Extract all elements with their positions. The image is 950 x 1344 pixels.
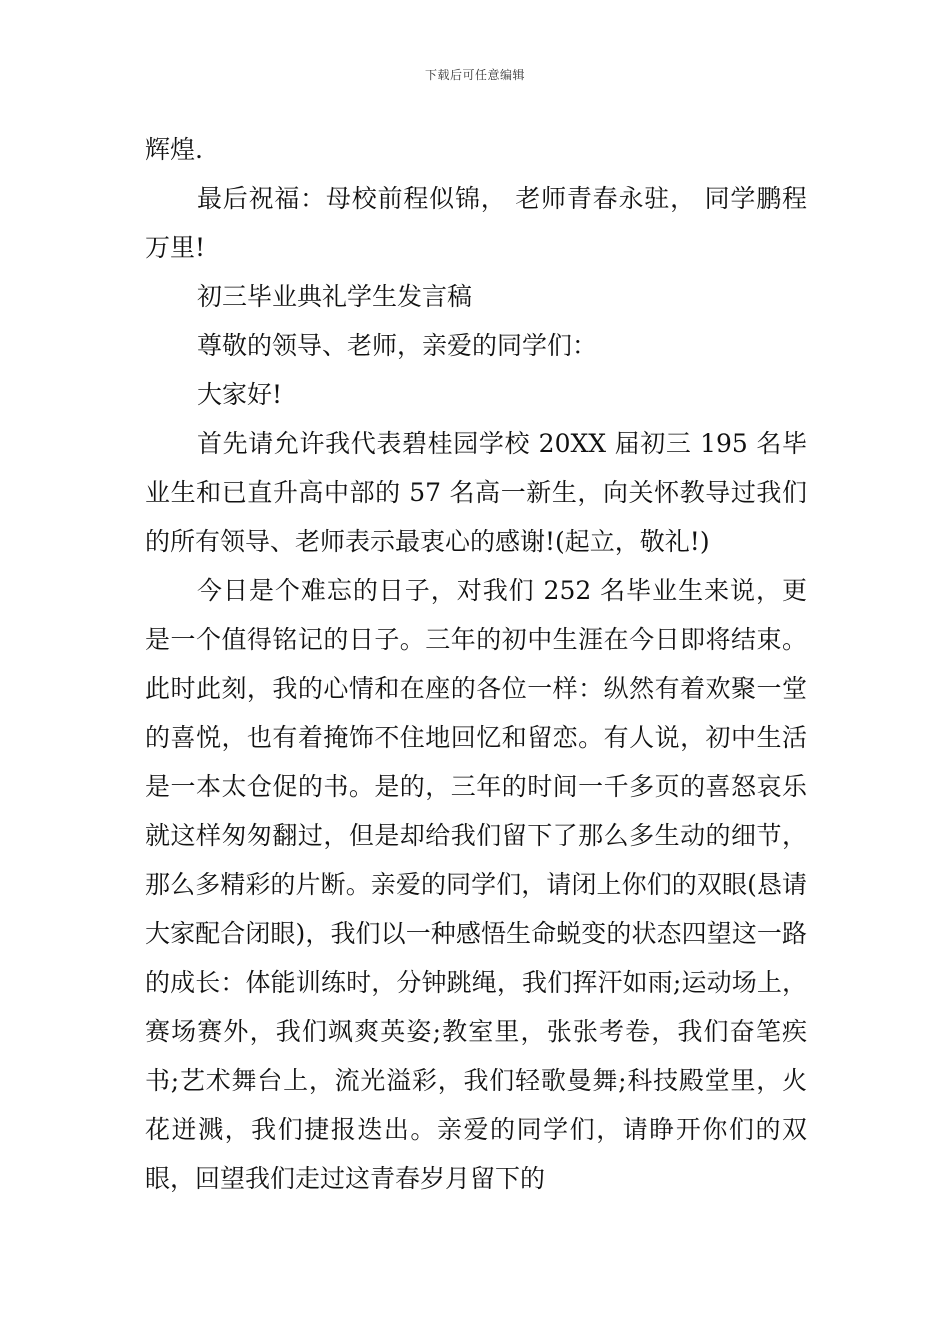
greeting: 大家好!	[197, 380, 283, 409]
salutation: 尊敬的领导、老师，亲爱的同学们：	[197, 331, 598, 360]
paragraph-thanks: 首先请允许我代表碧桂园学校 20XX 届初三 195 名毕业生和已直升高中部的 57 名高一新生，向关怀教导过我们的所有领导、老师表示最衷心的感谢!(起立，敬礼!)	[145, 429, 807, 556]
speech-title: 初三毕业典礼学生发言稿	[197, 282, 473, 311]
paragraph-memories: 今日是个难忘的日子，对我们 252 名毕业生来说，更是一个值得铭记的日子。三年的初中生涯在今日即将结束。此时此刻，我的心情和在座的各位一样：纵然有着欢聚一堂的喜悦，也有着掩饰不住地回忆和留恋。有人说，初中生活是一本太仓促的书。是的，三年的时间一千多页的喜怒哀乐就这样匆匆翻过，但是却给我们留下了那么多生动的细节，那么多精彩的片断。亲爱的同学们，请闭上你们的双眼(恳请大家配合闭眼)，我们以一种感悟生命蜕变的状态四望这一路的成长：体能训练时，分钟跳绳，我们挥汗如雨;运动场上，赛场赛外，我们飒爽英姿;教室里，张张考卷，我们奋笔疾书;艺术舞台上，流光溢彩，我们轻歌曼舞;科技殿堂里，火花迸溅，我们捷报迭出。亲爱的同学们，请睁开你们的双眼，回望我们走过这青春岁月留下的	[145, 576, 807, 1193]
paragraph-final-wishes: 最后祝福：母校前程似锦， 老师青春永驻， 同学鹏程万里!	[145, 184, 807, 262]
header-note: 下载后可任意编辑	[424, 68, 525, 82]
paragraph-closing-word: 辉煌.	[145, 135, 203, 164]
document-body	[145, 125, 807, 1203]
